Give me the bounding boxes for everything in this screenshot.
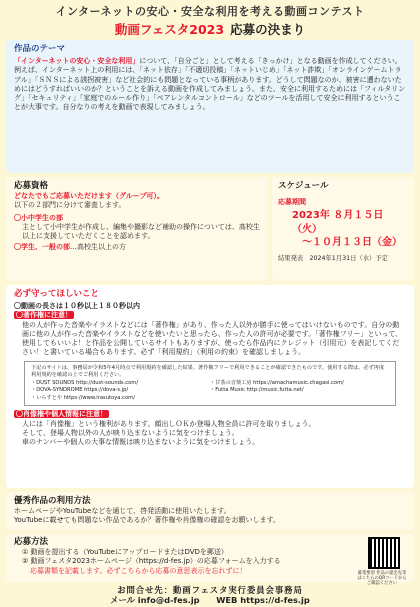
schedule-title: スケジュール xyxy=(278,181,329,191)
schedule-start: 2023年 ８月１５日（火） xyxy=(292,210,384,235)
rules-section xyxy=(6,285,414,488)
schedule-section xyxy=(272,177,414,281)
event-name: 動画フェスタ2023 xyxy=(114,21,225,37)
theme-section xyxy=(6,40,414,173)
free-site-link[interactable]: ・DOVA-SYNDROME https://dova-s.jp/ xyxy=(31,387,129,394)
header-event-line xyxy=(0,22,420,39)
usage-line1: ホームページやYouTubeなどを通じて、啓発活動に使用いたします。 xyxy=(14,507,231,516)
usage-line2: YouTubeに載せても問題ない作品であるか？著作権や肖像権の確認をお願いします。 xyxy=(14,516,280,525)
apply-step-2-note: 応募書類を記載します。必ずこちらから応募の意思表示を忘れずに！ xyxy=(30,566,247,575)
usage-title: 優秀作品の利用方法 xyxy=(14,496,91,506)
qualification-title: 応募資格 xyxy=(14,181,49,191)
schedule-period-label: 応募期間 xyxy=(278,198,306,207)
page-subtitle: 応募の決まり xyxy=(230,21,306,37)
usage-section xyxy=(6,492,414,530)
free-sites-intro: 下記のサイトは、事務局が令和5年4月時点で利用規約を確認した結果、著作権フリーで利用できることが確認できたものです。使用する際は、必ず再度利用規約を確認の上でご利用ください。 xyxy=(31,364,385,379)
rule-copyright-head: 〇著作権に注意！ xyxy=(16,311,72,320)
page-header xyxy=(0,0,420,36)
header-contest-title: インターネットの安心・安全な利用を考える動画コンテスト xyxy=(55,5,365,18)
free-sites-box xyxy=(24,361,396,407)
free-site-link[interactable]: ・DUST SOUNDS http://dust-sounds.com/ xyxy=(31,379,139,386)
free-site-link[interactable]: ・Futta Music http://music.futta.net/ xyxy=(210,387,304,394)
dept1-desc: 主として小中学生が作成し、編集や撮影など補助の操作については、高校生以上に支援していただくことを認めます。 xyxy=(22,222,260,241)
theme-key-phrase: 「インターネットの安心・安全な利用」 xyxy=(14,57,140,66)
contact-email-web[interactable]: メール info@d-fes.jp WEB https://d-fes.jp xyxy=(110,595,310,606)
apply-title: 応募方法 xyxy=(14,537,49,547)
theme-p1-text: について、「自分ごと」として考える「きっかけ」となる動画を作成してください。 xyxy=(139,57,402,66)
contact-footer xyxy=(0,585,420,606)
dept2-title: 〇学生、一般の部 xyxy=(14,243,70,252)
theme-paragraph-2: 例えば、インターネット上の利用には、「ネット依存」「不適切投稿」「ネットいじめ」「ネット詐欺」「オンラインゲームトラブル」「ＳＮＳによる誘拐被害」など社会的にも問題となっている事柄があります。どうして問題なのか、被害に遭わないためにはどうすればいいのか？ということを訴える動画を作成してみましょう。また、安全に利用するためには「フィルタリング」「セキュリティ」「家庭でのルール作り」「ペアレンタルコントロール」などのツールを活用して安全に利用するということが大事です。自分なりの考えを動画で表現してみましょう。 xyxy=(14,66,406,112)
dept1-title: 〇小中学生の部 xyxy=(14,213,63,222)
theme-title: 作品のテーマ xyxy=(14,44,66,54)
rule-video-length: 〇動画の長さは１０秒以上１８０秒以内 xyxy=(14,302,140,311)
contact-line: お問合せ先：動画フェスタ実行委員会事務局 xyxy=(117,585,303,595)
apply-step-2: ② 動画フェスタ2023ホームページ（https://d-fes.jp）の応募フォームを入力する xyxy=(22,557,281,566)
qr-code-icon[interactable] xyxy=(368,537,400,569)
qr-caption: 募集要項 作品の提出先等はこちらのQRコードからご確認ください xyxy=(357,571,407,587)
apply-step-1: ① 動画を提出する（YouTubeにアップロードまたはDVDを郵送） xyxy=(22,548,228,557)
schedule-end: ～１０月１３日（金） xyxy=(302,236,402,248)
free-site-link[interactable]: ・甘茶の音楽工房 https://amachamusic.chagasi.com/ xyxy=(210,379,344,386)
apply-section xyxy=(6,534,414,587)
qualification-line1: どなたでもご応募いただけます（グループ可）。 xyxy=(14,192,164,201)
schedule-result: 結果発表 2024年1月31日（水）予定 xyxy=(278,255,388,263)
rule-portrait-body-3: 車のナンバーや個人の大事な情報は映り込まないように気をつけましょう。 xyxy=(22,437,260,446)
qualification-line2: 以下の２部門に分けて審査します。 xyxy=(14,201,126,210)
rule-portrait-body-2: そして、登場人物以外の人が映り込まないように気をつけましょう。 xyxy=(22,428,239,437)
rules-title: 必ず守ってほしいこと xyxy=(14,289,100,299)
free-site-link[interactable]: ・いらすとや https://www.irasutoya.com/ xyxy=(31,394,135,401)
dept2-desc: …高校生以上の方 xyxy=(70,243,126,252)
rule-copyright-body: 他の人が作った音楽やイラストなどには「著作権」があり、作った人以外が勝手に使ってはいけないものです。自分の動画に他の人が作った音楽やイラストなどを使いたいと思ったら、作った人の許可が必要です。「著作権フリー」といって、使用してもいいよ！と作品を公開しているサイトもありますが、使ったら作品内にクレジット（引用元）を表記してください！と書いている場合もあります。必ず「利用規約」（利用の約束）を確認しましょう。 xyxy=(22,320,403,357)
qualification-section xyxy=(6,177,268,281)
rule-portrait-body-1: 人には「肖像権」という権利があります。顔出しＯＫか登場人物全員に許可を取りましょう。 xyxy=(22,419,316,428)
rule-portrait-head: 〇肖像権や個人情報に注意！ xyxy=(16,410,107,419)
